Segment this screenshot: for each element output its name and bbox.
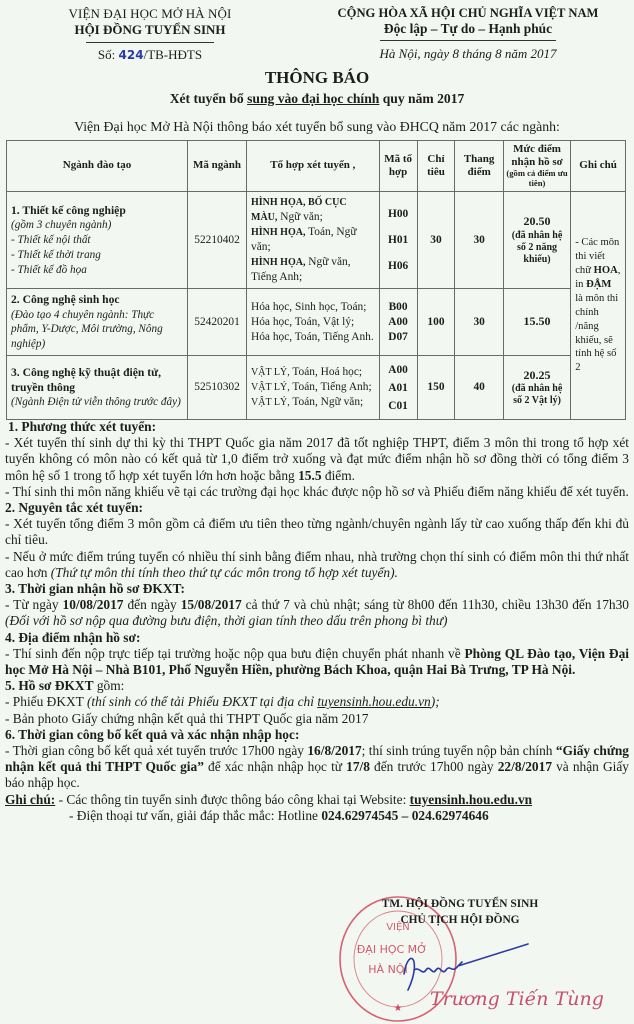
intro-text: Viện Đại học Mở Hà Nội thông báo xét tuyển bổ sung vào ĐHCQ năm 2017 các ngành: <box>74 119 560 134</box>
text-italic: (Thứ tự môn thi tính theo thứ tự các môn trong tổ hợp xét tuyển). <box>50 564 398 580</box>
majors-table <box>6 140 626 420</box>
national-motto: Độc lập – Tự do – Hạnh phúc <box>383 21 553 36</box>
enroll-deadline: 22/8/2017 <box>497 759 553 775</box>
major-cell <box>7 356 188 420</box>
combo-cell <box>247 289 380 356</box>
table-header-row <box>7 141 626 192</box>
institution-name: VIỆN ĐẠI HỌC MỞ HÀ NỘI <box>68 6 232 21</box>
signature-title-1: TM. HỘI ĐỒNG TUYỂN SINH <box>381 898 539 910</box>
combo-item <box>251 365 375 380</box>
combo-item <box>251 225 375 255</box>
section-4-title: 4. Địa điểm nhận hồ sơ: <box>5 629 141 645</box>
text: để xác nhận nhập học từ <box>203 759 347 775</box>
quota: 30 <box>417 192 455 289</box>
combo-code: A00 <box>388 315 408 328</box>
handwritten-number: 424 <box>118 48 144 62</box>
motto-divider <box>380 40 556 41</box>
table-row <box>7 289 626 356</box>
text: đến trước 17h00 ngày <box>369 759 498 775</box>
note-bold: HOA <box>593 264 618 276</box>
quota: 100 <box>417 289 455 356</box>
combo-main: VẬT LÝ, <box>251 366 290 378</box>
section-1-para-2: - Thí sinh thi môn năng khiếu vẽ tại các trường đại học khác được nộp hồ sơ và Phiếu điểm năng khiếu để xét tuyển. <box>5 483 629 499</box>
section-1-title: 1. Phương thức xét tuyển: <box>8 419 157 434</box>
combo-code: C01 <box>388 399 408 412</box>
major-cell <box>7 192 188 289</box>
council-name: HỘI ĐỒNG TUYỂN SINH <box>74 22 226 37</box>
threshold-score-note: (đã nhân hệ số 2 năng khiếu) <box>511 230 563 266</box>
text: - Thời gian công bố kết quả xét tuyển trước 17h00 ngày <box>5 743 308 759</box>
combo-rest: Toán, Hoá học; <box>289 365 363 378</box>
combo-code: H00 <box>387 208 409 221</box>
major-name: 1. Thiết kế công nghiệp <box>11 204 126 218</box>
combo-item <box>251 255 375 285</box>
combo-code: B00 <box>388 300 408 313</box>
result-date: 16/8/2017 <box>307 743 362 759</box>
header-divider <box>86 42 214 43</box>
note-bold: ĐẬM <box>586 278 612 290</box>
section-1-para-1 <box>5 435 629 484</box>
threshold-cell <box>503 192 570 289</box>
col-quota: Chỉ tiêu <box>417 141 455 192</box>
combo-main: VẬT LÝ, <box>251 397 290 409</box>
major-detail: - Thiết kế nội thất <box>11 234 91 247</box>
major-detail: - Thiết kế thời trang <box>11 248 101 261</box>
combo-code: A00 <box>388 363 408 376</box>
col-code: Mã ngành <box>188 141 247 192</box>
threshold-score: 15.50 <box>523 314 551 329</box>
col-major: Ngành đào tạo <box>7 141 188 192</box>
scale: 30 <box>455 289 503 356</box>
subtitle-part: quy năm 2017 <box>379 91 465 106</box>
major-name: 2. Công nghệ sinh học <box>11 293 120 307</box>
download-form-link[interactable]: tuyensinh.hou.edu.vn <box>317 694 431 710</box>
issuer-header <box>20 6 280 63</box>
note-cell <box>571 192 626 420</box>
major-detail: - Thiết kế đồ họa <box>11 263 87 276</box>
combo-item: Hóa học, Toán, Tiếng Anh. <box>251 330 374 343</box>
text-italic: (thí sinh có thể tải Phiếu ĐKXT tại địa chỉ <box>86 694 318 710</box>
start-date: 10/08/2017 <box>62 597 124 613</box>
section-2-para-1: - Xét tuyển tổng điểm 3 môn gồm cả điểm ưu tiên theo từng ngành/chuyên ngành lấy từ cao xuống thấp đến khi đủ chỉ tiêu. <box>5 516 629 548</box>
major-detail: (Đào tạo 4 chuyên ngành: Thực phẩm, Y-Dược, Môi trường, Nông nghiệp) <box>11 308 163 351</box>
text: và nhận Giấy báo nhập học. <box>5 759 629 791</box>
combo-codes <box>379 192 417 289</box>
combo-code: H06 <box>387 260 409 273</box>
stamp-text-top: VIỆN <box>386 922 410 933</box>
section-title: 5. Hồ sơ ĐKXT <box>5 678 94 694</box>
text: đến ngày <box>123 597 181 613</box>
website-link[interactable]: tuyensinh.hou.edu.vn <box>409 791 533 807</box>
text: - Điện thoại tư vấn, giải đáp thắc mắc: Hotline <box>69 807 322 823</box>
quota: 150 <box>417 356 455 420</box>
notes-line-1 <box>5 792 629 808</box>
text: ; thí sinh trúng tuyển nộp bản chính <box>361 743 556 759</box>
combo-item: Hóa học, Toán, Vật lý; <box>251 315 355 328</box>
notes-label: Ghi chú: <box>5 791 56 807</box>
text: - Thí sinh đến nộp trực tiếp tại trường hoặc nộp qua bưu điện chuyển phát nhanh về <box>5 645 465 661</box>
combo-item <box>251 380 375 395</box>
combo-code: D07 <box>388 330 408 343</box>
signer-name: Trương Tiến Tùng <box>430 988 604 1010</box>
threshold-score-note: (đã nhân hệ số 2 Vật lý) <box>511 383 563 407</box>
combo-codes <box>379 356 417 420</box>
combo-main: HÌNH HỌA, <box>251 227 306 239</box>
section-5-item-1 <box>5 694 629 710</box>
major-code: 52210402 <box>188 192 247 289</box>
combo-item <box>251 195 375 225</box>
combo-item <box>251 395 375 410</box>
note-text: là môn thi chính /năng khiếu, sẽ tính hệ số 2 <box>575 292 619 374</box>
text: cả thứ 7 và chủ nhật; sáng từ 8h00 đến 11h30, chiều 13h30 đến 17h30 <box>241 597 629 613</box>
national-header <box>318 6 618 62</box>
col-threshold <box>503 141 570 192</box>
section-6-para <box>5 743 629 792</box>
major-detail: (gồm 3 chuyên ngành) <box>11 219 112 232</box>
combo-rest: Ngữ văn, Tiếng Anh; <box>251 256 351 284</box>
certificate-name: “Giấy chứng nhận kết quả thi THPT Quốc gia” <box>5 743 630 775</box>
combo-rest: Toán, Tiếng Anh; <box>289 381 372 394</box>
threshold-score: 20.25 <box>523 367 551 382</box>
table-row <box>7 192 626 289</box>
threshold-note: (gồm cả điểm ưu tiên) <box>506 168 568 189</box>
text: - Từ ngày <box>5 597 63 613</box>
section-2-para-2 <box>5 549 629 581</box>
threshold-cell <box>503 356 570 420</box>
end-date: 15/08/2017 <box>180 597 242 613</box>
section-2-title: 2. Nguyên tắc xét tuyển: <box>5 500 143 516</box>
combo-code: H01 <box>387 234 409 247</box>
col-combo-code: Mã tổ hợp <box>379 141 417 192</box>
section-6-title: 6. Thời gian công bố kết quả và xác nhận nhập học: <box>5 726 300 742</box>
section-3-title: 3. Thời gian nhận hồ sơ ĐKXT: <box>5 581 185 597</box>
text: - Các thông tin tuyển sinh được thông báo công khai tại Website: <box>55 791 410 807</box>
combo-main: HÌNH HỌA, <box>251 257 306 269</box>
col-scale: Thang điểm <box>455 141 503 192</box>
combo-rest: Toán, Ngữ văn; <box>251 226 357 254</box>
document-subtitle <box>0 91 634 107</box>
document-title: THÔNG BÁO <box>264 68 370 87</box>
section-3-para <box>5 597 629 629</box>
major-code: 52510302 <box>188 356 247 420</box>
threshold-label: Mức điểm nhận hồ sơ <box>511 143 563 169</box>
threshold-score: 20.50 <box>523 214 551 229</box>
section-5-item-2: - Bản photo Giấy chứng nhận kết quả thi THPT Quốc gia năm 2017 <box>5 710 369 726</box>
major-code: 52420201 <box>188 289 247 356</box>
major-detail: (Ngành Điện tử viễn thông trước đây) <box>11 396 181 409</box>
number-prefix: Số: <box>97 47 119 62</box>
combo-item: Hóa học, Sinh học, Toán; <box>251 300 367 313</box>
combo-rest: Ngữ văn; <box>277 211 323 224</box>
text-italic: ); <box>430 694 440 710</box>
text-italic: (Đối với hồ sơ nộp qua đường bưu điện, thời gian tính theo dấu trên phong bì thư) <box>5 613 448 629</box>
col-combo: Tổ hợp xét tuyển , <box>247 141 380 192</box>
combo-cell <box>247 356 380 420</box>
combo-codes <box>379 289 417 356</box>
combo-rest: Toán, Ngữ văn; <box>289 396 364 409</box>
combo-cell <box>247 192 380 289</box>
office-address: Phòng QL Đào tạo, Viện Đại học Mở Hà Nội – Nhà B101, Phố Nguyễn Hiền, phường Bách Khoa, quận Hai Bà Trưng, TP Hà Nội. <box>5 645 629 678</box>
section-4-para <box>5 646 629 678</box>
combo-code: A01 <box>388 381 408 394</box>
combo-main: VẬT LÝ, <box>251 382 290 394</box>
major-name: 3. Công nghệ kỹ thuật điện tử, truyền thông <box>11 365 161 395</box>
note-text: - Các môn thi viết chữ <box>575 236 620 276</box>
threshold-cell <box>503 289 570 356</box>
text: - Xét tuyển thí sinh dự thi kỳ thi THPT Quốc gia năm 2017 đã tốt nghiệp THPT, điểm 3 môn thi trong tổ hợp xét tuyển không có môn nào có kết quả từ 1,0 điểm trở xuống và đạt mức điểm nhận hồ sơ đồng thời có tổng điểm 3 môn hệ số 1 trong tổ hợp xét tuyển lớn hơn hoặc bằng <box>5 435 629 483</box>
svg-text:★: ★ <box>393 1003 403 1014</box>
nation-name: CỘNG HÒA XÃ HỘI CHỦ NGHĨA VIỆT NAM <box>337 6 599 20</box>
scale: 40 <box>455 356 503 420</box>
signature-block <box>355 896 565 928</box>
text: - Phiếu ĐKXT <box>5 694 87 710</box>
notes-line-2 <box>5 808 629 824</box>
table-row <box>7 356 626 420</box>
subtitle-underlined: sung vào đại học chính <box>247 91 380 106</box>
col-note: Ghi chú <box>571 141 626 192</box>
issue-date: Hà Nội, ngày 8 tháng 8 năm 2017 <box>379 46 557 61</box>
number-suffix: /TB-HĐTS <box>143 47 203 62</box>
scale: 30 <box>455 192 503 289</box>
subtitle-part: Xét tuyển bổ <box>169 91 248 106</box>
hotline-numbers: 024.62974545 – 024.62974646 <box>321 807 489 823</box>
text: - Nếu ở mức điểm trúng tuyển có nhiều thí sinh bằng điểm nhau, nhà trường chọn thí sinh có điểm môn thi thứ nhất cao hơn <box>5 548 629 580</box>
stamp-text-bottom: HÀ NỘI <box>368 963 408 976</box>
combo-main: HÌNH HỌA, BỐ CỤC MÀU, <box>251 197 347 224</box>
section-5-title <box>5 678 629 694</box>
min-score: 15.5 <box>298 467 322 483</box>
text: điểm. <box>321 467 356 483</box>
note-text: , in <box>575 264 621 290</box>
signature-title-2: CHỦ TỊCH HỘI ĐỒNG <box>400 914 520 926</box>
stamp-text-mid: ĐẠI HỌC MỞ <box>356 943 428 956</box>
text: gồm: <box>93 678 125 694</box>
notice-body <box>5 419 629 824</box>
document-number <box>20 47 280 63</box>
enroll-start: 17/8 <box>346 759 370 775</box>
major-cell <box>7 289 188 356</box>
